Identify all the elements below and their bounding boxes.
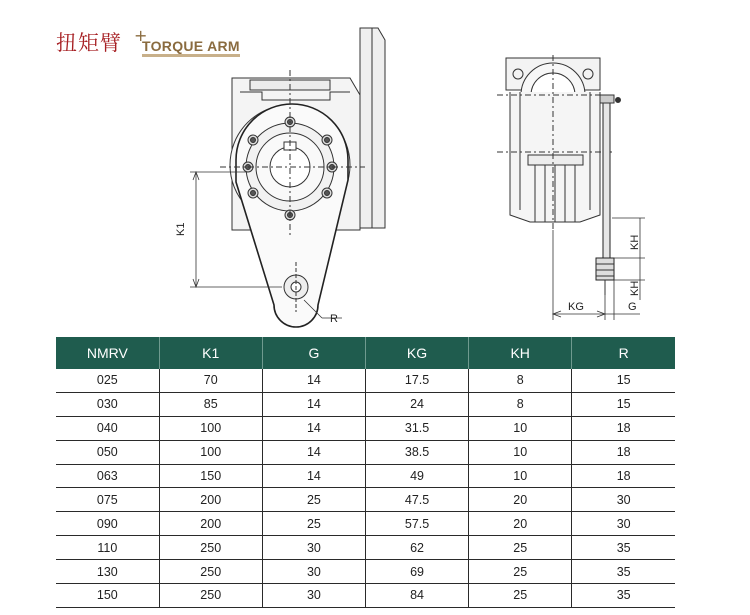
table-row <box>56 512 675 536</box>
table-cell: 14 <box>262 464 365 488</box>
table-cell: 14 <box>262 369 365 392</box>
spec-table <box>56 337 675 608</box>
table-cell: 70 <box>159 369 262 392</box>
table-cell: 110 <box>56 536 159 560</box>
table-row <box>56 536 675 560</box>
table-cell: 57.5 <box>365 512 468 536</box>
table-cell: 10 <box>469 440 572 464</box>
table-cell: 84 <box>365 584 468 608</box>
title-english: TORQUE ARM <box>142 38 240 54</box>
table-cell: 17.5 <box>365 369 468 392</box>
table-cell: 18 <box>572 416 675 440</box>
table-cell: 250 <box>159 560 262 584</box>
table-cell: 25 <box>469 584 572 608</box>
table-cell: 35 <box>572 584 675 608</box>
table-cell: 15 <box>572 392 675 416</box>
table-cell: 20 <box>469 512 572 536</box>
table-cell: 25 <box>262 512 365 536</box>
label-r: R <box>330 313 338 325</box>
table-cell: 14 <box>262 392 365 416</box>
table-cell: 200 <box>159 512 262 536</box>
column-header: KG <box>365 337 468 369</box>
table-cell: 150 <box>56 584 159 608</box>
table-cell: 25 <box>469 560 572 584</box>
table-cell: 250 <box>159 584 262 608</box>
label-kg: KG <box>568 301 584 313</box>
table-cell: 18 <box>572 440 675 464</box>
column-header: R <box>572 337 675 369</box>
table-row <box>56 464 675 488</box>
table-cell: 14 <box>262 416 365 440</box>
plus-icon: + <box>134 26 148 45</box>
table-cell: 49 <box>365 464 468 488</box>
table-cell: 040 <box>56 416 159 440</box>
table-cell: 20 <box>469 488 572 512</box>
table-cell: 30 <box>262 560 365 584</box>
label-kh-bottom: KH <box>629 280 641 296</box>
table-cell: 090 <box>56 512 159 536</box>
column-header: KH <box>469 337 572 369</box>
table-header-row <box>56 337 675 369</box>
table-cell: 130 <box>56 560 159 584</box>
table-cell: 15 <box>572 369 675 392</box>
table-cell: 69 <box>365 560 468 584</box>
table-cell: 150 <box>159 464 262 488</box>
table-cell: 14 <box>262 440 365 464</box>
table-cell: 250 <box>159 536 262 560</box>
table-row <box>56 560 675 584</box>
table-cell: 35 <box>572 536 675 560</box>
table-cell: 30 <box>572 512 675 536</box>
label-kh-top: KH <box>629 234 641 250</box>
label-k1: K1 <box>175 222 187 236</box>
table-cell: 62 <box>365 536 468 560</box>
table-cell: 063 <box>56 464 159 488</box>
table-cell: 8 <box>469 369 572 392</box>
table-cell: 100 <box>159 440 262 464</box>
column-header: K1 <box>159 337 262 369</box>
table-row <box>56 584 675 608</box>
table-cell: 030 <box>56 392 159 416</box>
table-cell: 10 <box>469 464 572 488</box>
table-cell: 25 <box>262 488 365 512</box>
table-row <box>56 369 675 392</box>
table-cell: 050 <box>56 440 159 464</box>
table-cell: 8 <box>469 392 572 416</box>
column-header: G <box>262 337 365 369</box>
table-cell: 30 <box>262 584 365 608</box>
front-view <box>190 28 385 327</box>
table-cell: 38.5 <box>365 440 468 464</box>
table-cell: 025 <box>56 369 159 392</box>
table-cell: 85 <box>159 392 262 416</box>
table-cell: 31.5 <box>365 416 468 440</box>
table-cell: 24 <box>365 392 468 416</box>
table-cell: 18 <box>572 464 675 488</box>
table-cell: 30 <box>572 488 675 512</box>
table-row <box>56 392 675 416</box>
label-g: G <box>628 301 637 313</box>
table-row <box>56 488 675 512</box>
table-row <box>56 416 675 440</box>
column-header: NMRV <box>56 337 159 369</box>
table-cell: 35 <box>572 560 675 584</box>
table-cell: 100 <box>159 416 262 440</box>
table-cell: 075 <box>56 488 159 512</box>
table-cell: 30 <box>262 536 365 560</box>
table-cell: 200 <box>159 488 262 512</box>
side-view <box>497 55 645 320</box>
table-cell: 10 <box>469 416 572 440</box>
table-row <box>56 440 675 464</box>
title-chinese: 扭矩臂 <box>56 31 122 55</box>
table-cell: 25 <box>469 536 572 560</box>
table-cell: 47.5 <box>365 488 468 512</box>
